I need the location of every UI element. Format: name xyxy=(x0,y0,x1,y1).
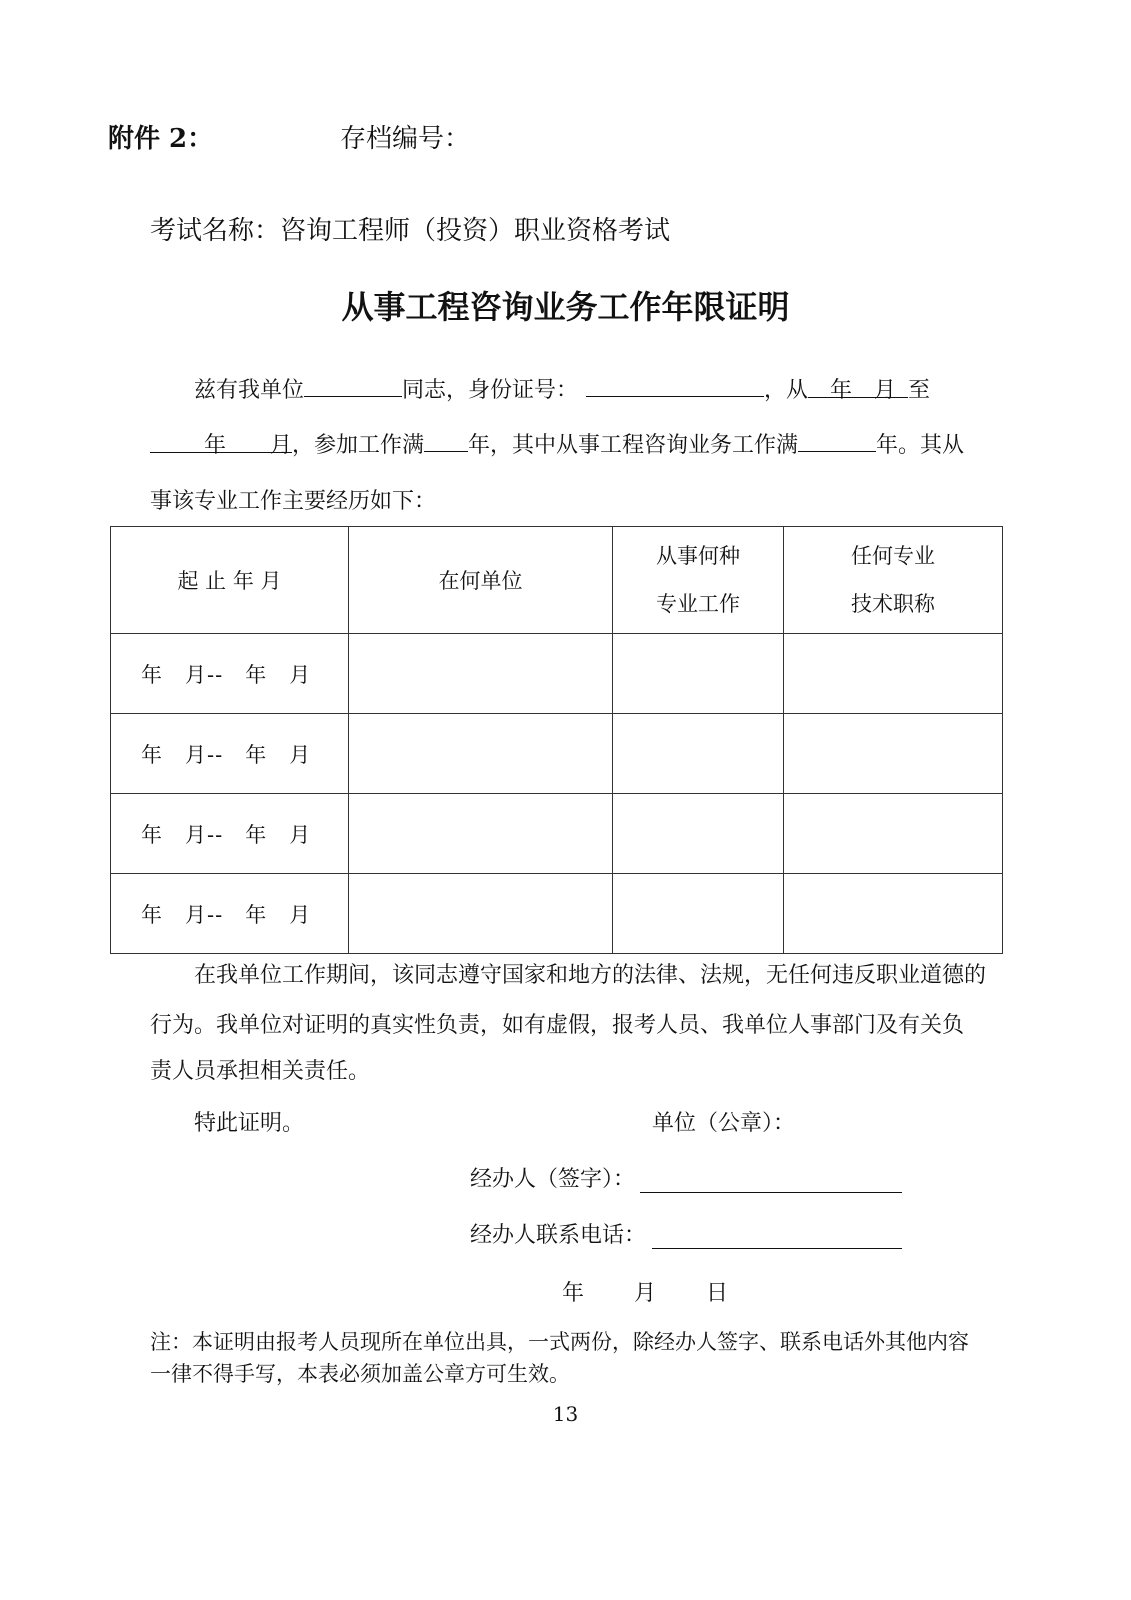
experience-table xyxy=(110,526,1003,954)
note-line-2: 一律不得手写，本表必须加盖公章方可生效。 xyxy=(150,1362,570,1386)
unit-cell[interactable] xyxy=(349,714,613,794)
table-row xyxy=(111,714,1003,794)
exam-name-line: 考试名称：咨询工程师（投资）职业资格考试 xyxy=(150,216,671,246)
unit-seal-label: 单位（公章）： xyxy=(652,1111,796,1136)
statement-line-2: 行为。我单位对证明的真实性负责，如有虚假，报考人员、我单位人事部门及有关负 xyxy=(150,1013,965,1038)
unit-cell[interactable] xyxy=(349,634,613,714)
title-cell[interactable] xyxy=(784,634,1003,714)
header-title-line1: 任何专业 xyxy=(851,544,935,568)
to-year-label: 年 xyxy=(204,433,227,458)
to-text: 至 xyxy=(908,378,931,403)
to-date-blank[interactable] xyxy=(150,428,293,458)
from-month-label: 月 xyxy=(874,378,897,403)
table-row xyxy=(111,794,1003,874)
from-year-label: 年 xyxy=(830,378,853,403)
consult-years-text: 年，其中从事工程咨询业务工作满 xyxy=(468,433,799,458)
work-type-cell[interactable] xyxy=(613,714,784,794)
id-number-blank[interactable] xyxy=(586,372,764,397)
date-line: 年 月 日 xyxy=(562,1281,731,1306)
title-cell[interactable] xyxy=(784,794,1003,874)
certify-text: 特此证明。 xyxy=(194,1111,305,1136)
period-cell[interactable]: 年 月-- 年 月 xyxy=(111,794,349,874)
period-cell[interactable]: 年 月-- 年 月 xyxy=(111,874,349,954)
unit-cell[interactable] xyxy=(349,794,613,874)
header-title-line2: 技术职称 xyxy=(851,592,935,616)
comrade-id-label: 同志，身份证号： xyxy=(402,378,579,403)
archive-number-label: 存档编号： xyxy=(340,124,471,154)
work-years-text: ，参加工作满 xyxy=(292,433,425,458)
body-line-1 xyxy=(194,372,930,404)
table-row xyxy=(111,634,1003,714)
title-cell[interactable] xyxy=(784,714,1003,794)
handler-phone-blank[interactable] xyxy=(652,1248,902,1249)
page-number: 13 xyxy=(552,1402,579,1426)
statement-line-3: 责人员承担相关责任。 xyxy=(150,1059,371,1084)
header-title xyxy=(784,527,1003,634)
line2-end-text: 年。其从 xyxy=(876,433,965,458)
statement-line-1: 在我单位工作期间，该同志遵守国家和地方的法律、法规，无任何违反职业道德的 xyxy=(194,963,987,988)
header-period: 起 止 年 月 xyxy=(111,527,349,634)
header-work-type-line2: 专业工作 xyxy=(656,592,740,616)
consult-years-blank[interactable] xyxy=(798,427,876,452)
header-work-type-line1: 从事何种 xyxy=(656,544,740,568)
table-row xyxy=(111,874,1003,954)
intro-text: 兹有我单位 xyxy=(194,378,305,403)
comrade-name-blank[interactable] xyxy=(304,372,402,397)
handler-sign-label: 经办人（签字）： xyxy=(470,1167,636,1192)
to-month-label: 月 xyxy=(270,433,293,458)
body-line-3: 事该专业工作主要经历如下： xyxy=(150,489,437,514)
period-cell[interactable]: 年 月-- 年 月 xyxy=(111,714,349,794)
period-cell[interactable]: 年 月-- 年 月 xyxy=(111,634,349,714)
document-title: 从事工程咨询业务工作年限证明 xyxy=(341,288,790,326)
title-cell[interactable] xyxy=(784,874,1003,954)
from-date-blank[interactable] xyxy=(808,373,908,403)
header-work-type xyxy=(613,527,784,634)
from-text: ，从 xyxy=(764,378,809,403)
header-unit: 在何单位 xyxy=(349,527,613,634)
attachment-label: 附件 2： xyxy=(108,124,214,154)
work-type-cell[interactable] xyxy=(613,794,784,874)
work-type-cell[interactable] xyxy=(613,874,784,954)
unit-cell[interactable] xyxy=(349,874,613,954)
body-line-2 xyxy=(150,427,964,459)
work-years-blank[interactable] xyxy=(424,427,468,452)
table-header-row xyxy=(111,527,1003,634)
note-line-1: 注：本证明由报考人员现所在单位出具，一式两份，除经办人签字、联系电话外其他内容 xyxy=(150,1330,969,1354)
work-type-cell[interactable] xyxy=(613,634,784,714)
handler-phone-label: 经办人联系电话： xyxy=(470,1223,647,1248)
handler-sign-blank[interactable] xyxy=(640,1192,902,1193)
